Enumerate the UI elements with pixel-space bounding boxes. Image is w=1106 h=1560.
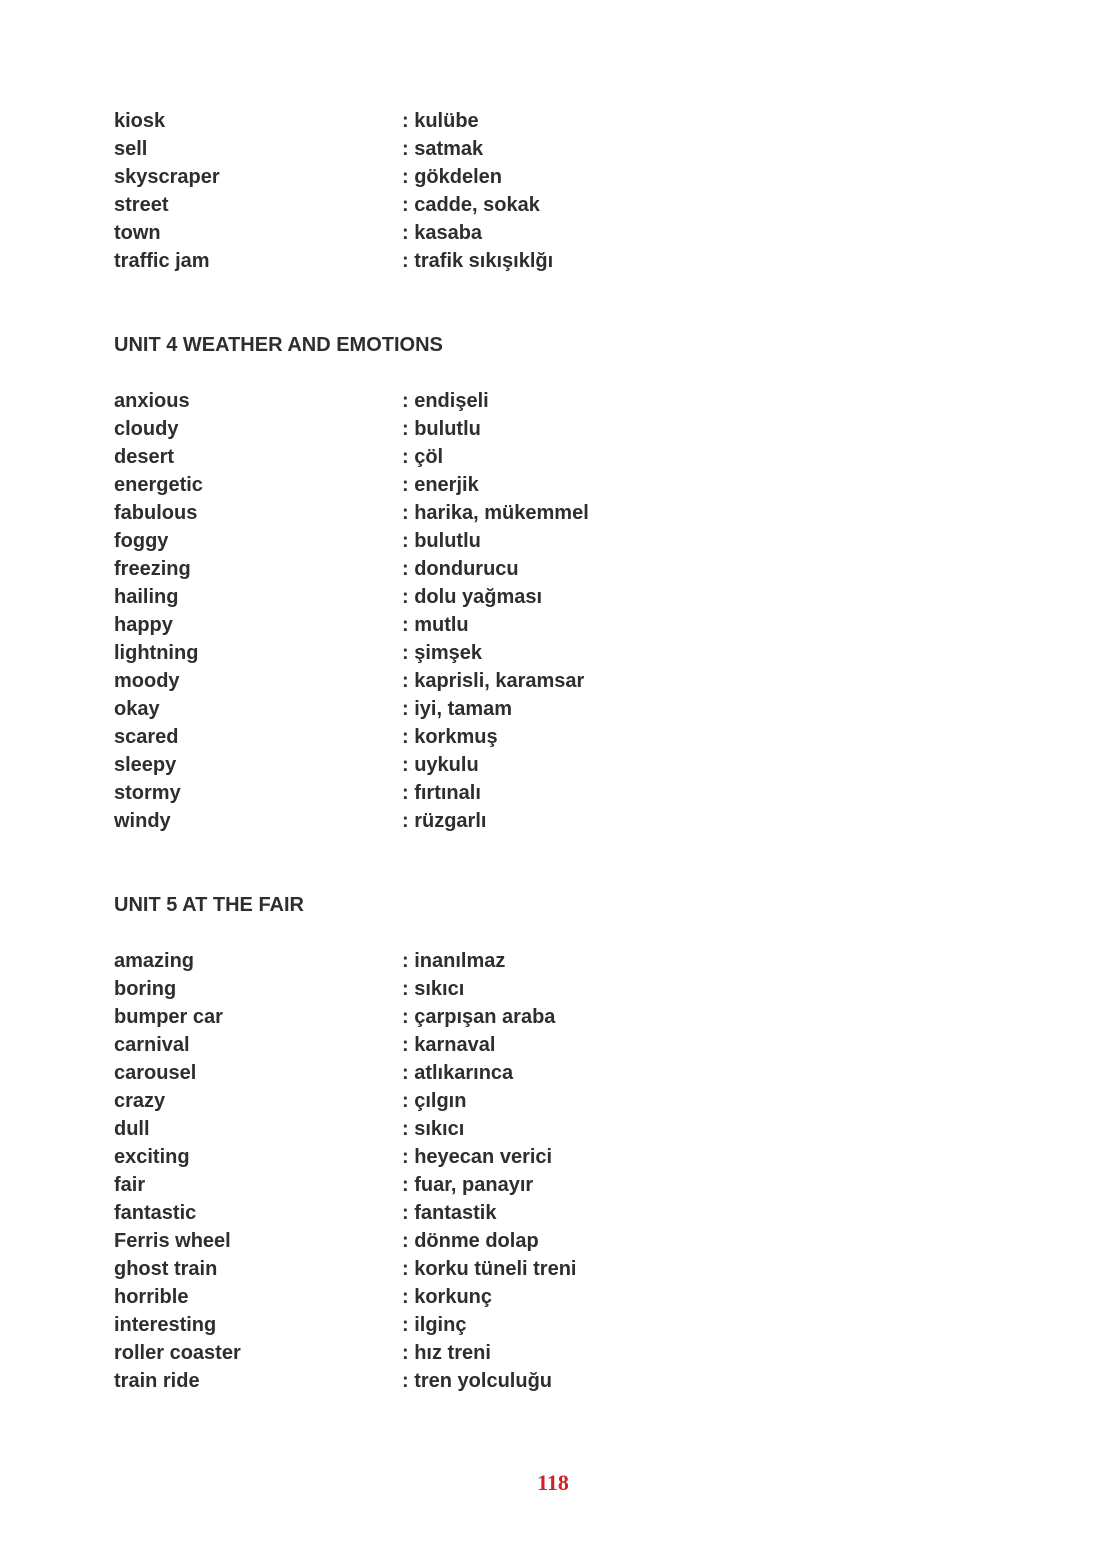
entry-definition: : şimşek (402, 642, 483, 664)
entry-term: ghost train (114, 1258, 218, 1280)
entry-term: boring (114, 978, 177, 1000)
entry-term: fabulous (114, 502, 198, 524)
glossary-entry (114, 387, 994, 415)
entry-definition: : trafik sıkışıklğı (402, 250, 554, 272)
entry-term: Ferris wheel (114, 1230, 231, 1252)
glossary-entry (114, 191, 994, 219)
glossary-entry (114, 1227, 994, 1255)
entry-definition: : sıkıcı (402, 978, 465, 1000)
entry-term: carnival (114, 1034, 190, 1056)
entry-term: scared (114, 726, 179, 748)
glossary-entry (114, 1115, 994, 1143)
entry-term: desert (114, 446, 175, 468)
entry-term: lightning (114, 642, 199, 664)
glossary-entry (114, 163, 994, 191)
entry-definition: : karnaval (402, 1034, 496, 1056)
glossary-entry (114, 247, 994, 275)
glossary-entry (114, 639, 994, 667)
glossary-entry (114, 527, 994, 555)
glossary-entry (114, 135, 994, 163)
glossary-entry (114, 751, 994, 779)
entry-definition: : gökdelen (402, 166, 503, 188)
entry-term: cloudy (114, 418, 179, 440)
glossary-page (114, 107, 994, 1395)
section-heading: UNIT 4 WEATHER AND EMOTIONS (114, 334, 443, 356)
entry-term: exciting (114, 1146, 190, 1168)
glossary-entry (114, 499, 994, 527)
entry-definition: : çarpışan araba (402, 1006, 556, 1028)
glossary-entry (114, 975, 994, 1003)
entry-definition: : ilginç (402, 1314, 467, 1336)
glossary-entry (114, 1031, 994, 1059)
entry-term: windy (114, 810, 171, 832)
entry-definition: : harika, mükemmel (402, 502, 589, 524)
entry-definition: : hız treni (402, 1342, 491, 1364)
entry-definition: : atlıkarınca (402, 1062, 514, 1084)
glossary-entry (114, 1311, 994, 1339)
entry-term: crazy (114, 1090, 166, 1112)
glossary-entry (114, 443, 994, 471)
entry-term: fantastic (114, 1202, 197, 1224)
entry-definition: : bulutlu (402, 530, 481, 552)
entry-term: amazing (114, 950, 195, 972)
page-number: 118 (537, 1470, 569, 1495)
glossary-entry (114, 471, 994, 499)
entry-term: interesting (114, 1314, 217, 1336)
entry-definition: : bulutlu (402, 418, 481, 440)
entry-definition: : satmak (402, 138, 484, 160)
entry-definition: : uykulu (402, 754, 479, 776)
entry-definition: : sıkıcı (402, 1118, 465, 1140)
glossary-entry (114, 667, 994, 695)
entry-definition: : enerjik (402, 474, 479, 496)
entry-term: moody (114, 670, 180, 692)
entry-definition: : fuar, panayır (402, 1174, 534, 1196)
entry-term: skyscraper (114, 166, 220, 188)
entry-term: roller coaster (114, 1342, 241, 1364)
entry-term: sleepy (114, 754, 177, 776)
entry-definition: : tren yolculuğu (402, 1370, 552, 1392)
glossary-entry (114, 779, 994, 807)
entry-term: town (114, 222, 161, 244)
entry-definition: : kaprisli, karamsar (402, 670, 585, 692)
entry-term: horrible (114, 1286, 189, 1308)
glossary-entry (114, 555, 994, 583)
glossary-entry (114, 1003, 994, 1031)
glossary-entry (114, 415, 994, 443)
entry-definition: : mutlu (402, 614, 469, 636)
glossary-entry (114, 695, 994, 723)
entry-term: street (114, 194, 169, 216)
glossary-entry (114, 1199, 994, 1227)
entry-term: sell (114, 138, 148, 160)
entry-term: dull (114, 1118, 150, 1140)
entry-term: bumper car (114, 1006, 223, 1028)
glossary-entry (114, 1171, 994, 1199)
glossary-entry (114, 807, 994, 835)
entry-term: anxious (114, 390, 190, 412)
entry-term: energetic (114, 474, 203, 496)
entry-definition: : fırtınalı (402, 782, 481, 804)
entry-definition: : korkunç (402, 1286, 493, 1308)
entry-term: okay (114, 698, 160, 720)
glossary-entry (114, 611, 994, 639)
entry-definition: : heyecan verici (402, 1146, 553, 1168)
entry-term: freezing (114, 558, 191, 580)
glossary-entry (114, 1059, 994, 1087)
glossary-entry (114, 1087, 994, 1115)
glossary-entry (114, 723, 994, 751)
entry-term: carousel (114, 1062, 197, 1084)
entry-definition: : korkmuş (402, 726, 498, 748)
glossary-entry (114, 1367, 994, 1395)
entry-term: foggy (114, 530, 169, 552)
entry-definition: : dondurucu (402, 558, 519, 580)
glossary-entry (114, 1143, 994, 1171)
entry-definition: : inanılmaz (402, 950, 506, 972)
glossary-entry (114, 219, 994, 247)
glossary-entry (114, 947, 994, 975)
entry-definition: : fantastik (402, 1202, 497, 1224)
glossary-entry (114, 583, 994, 611)
entry-term: fair (114, 1174, 146, 1196)
entry-term: happy (114, 614, 173, 636)
entry-definition: : dönme dolap (402, 1230, 539, 1252)
glossary-section-unit3-continued (114, 107, 994, 275)
entry-term: traffic jam (114, 250, 210, 272)
glossary-entry (114, 107, 994, 135)
glossary-section-unit5 (114, 891, 994, 1395)
entry-definition: : dolu yağması (402, 586, 543, 608)
section-heading: UNIT 5 AT THE FAIR (114, 894, 304, 916)
entry-term: hailing (114, 586, 179, 608)
entry-definition: : iyi, tamam (402, 698, 513, 720)
entry-term: train ride (114, 1370, 200, 1392)
entry-definition: : çöl (402, 446, 444, 468)
entry-definition: : çılgın (402, 1090, 467, 1112)
entry-definition: : endişeli (402, 390, 489, 412)
glossary-section-unit4 (114, 331, 994, 835)
entry-definition: : cadde, sokak (402, 194, 540, 216)
entry-definition: : korku tüneli treni (402, 1258, 577, 1280)
entry-definition: : kasaba (402, 222, 483, 244)
glossary-entry (114, 1255, 994, 1283)
entry-term: stormy (114, 782, 181, 804)
glossary-entry (114, 1339, 994, 1367)
entry-term: kiosk (114, 110, 166, 132)
entry-definition: : kulübe (402, 110, 479, 132)
entry-definition: : rüzgarlı (402, 810, 487, 832)
glossary-entry (114, 1283, 994, 1311)
